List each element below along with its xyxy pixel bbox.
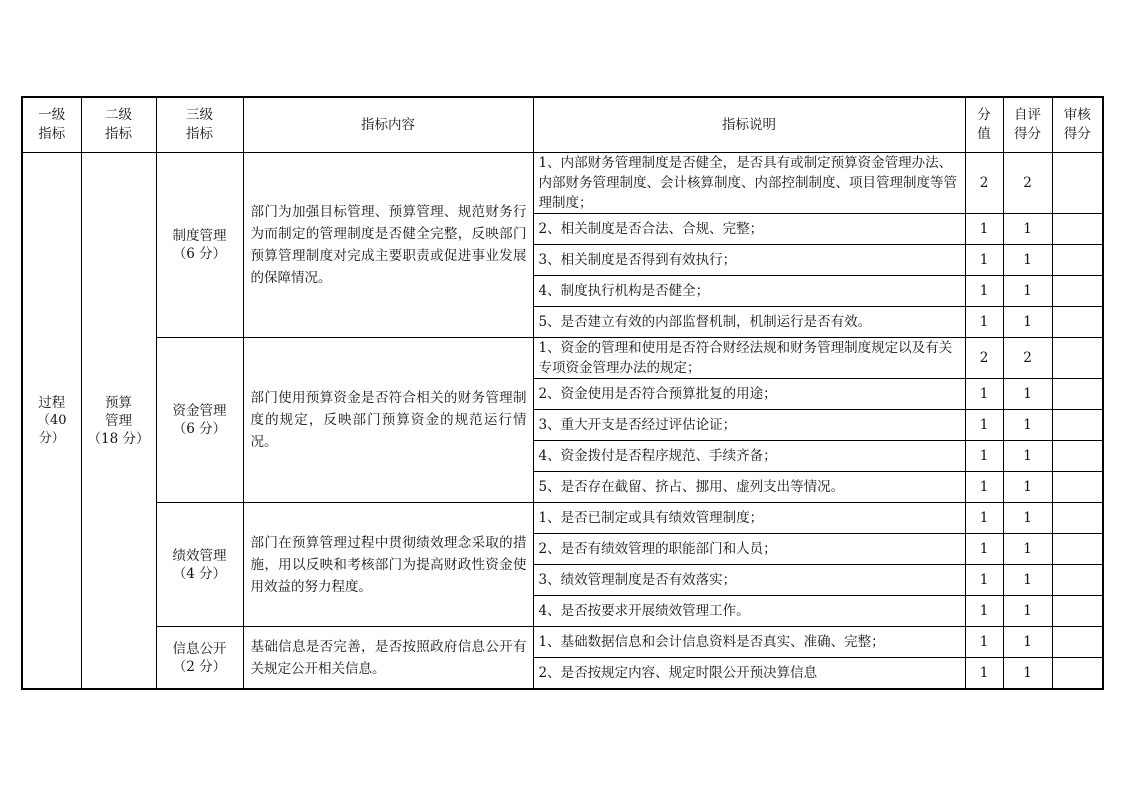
indicator-description: 2、是否按规定内容、规定时限公开预决算信息 xyxy=(533,658,965,690)
self-score-cell: 1 xyxy=(1003,627,1052,658)
audit-score-cell xyxy=(1052,245,1103,276)
audit-score-cell xyxy=(1052,379,1103,410)
audit-score-cell xyxy=(1052,534,1103,565)
level3-cell xyxy=(156,338,243,503)
self-score-cell: 1 xyxy=(1003,596,1052,627)
indicator-description: 5、是否建立有效的内部监督机制，机制运行是否有效。 xyxy=(533,307,965,338)
self-score-cell: 2 xyxy=(1003,153,1052,214)
self-score-cell: 1 xyxy=(1003,472,1052,503)
header-audit-score: 审核 得分 xyxy=(1052,97,1103,153)
header-level1: 一级 指标 xyxy=(22,97,81,153)
level1-name: 过程 xyxy=(38,394,66,411)
self-score-cell: 1 xyxy=(1003,276,1052,307)
level3-name: 制度管理 xyxy=(172,228,227,244)
evaluation-table xyxy=(21,96,1104,690)
score-cell: 1 xyxy=(965,472,1003,503)
score-cell: 2 xyxy=(965,338,1003,379)
indicator-description: 1、基础数据信息和会计信息资料是否真实、准确、完整； xyxy=(533,627,965,658)
score-cell: 1 xyxy=(965,534,1003,565)
score-cell: 1 xyxy=(965,276,1003,307)
self-score-cell: 1 xyxy=(1003,214,1052,245)
header-level3: 三级 指标 xyxy=(156,97,243,153)
level1-cell xyxy=(22,153,81,690)
indicator-content: 部门使用预算资金是否符合相关的财务管理制度的规定，反映部门预算资金的规范运行情况。 xyxy=(243,338,533,503)
level3-score: （6 分） xyxy=(172,246,227,262)
indicator-description: 1、内部财务管理制度是否健全，是否具有或制定预算资金管理办法、内部财务管理制度、会计核算制度、内部控制制度、项目管理制度等管理制度； xyxy=(533,153,965,214)
level2-name-b: 管理 xyxy=(105,412,132,429)
audit-score-cell xyxy=(1052,410,1103,441)
score-cell: 1 xyxy=(965,658,1003,690)
table-row xyxy=(22,503,1103,534)
indicator-description: 3、相关制度是否得到有效执行； xyxy=(533,245,965,276)
score-cell: 1 xyxy=(965,214,1003,245)
audit-score-cell xyxy=(1052,338,1103,379)
level2-score: （18 分） xyxy=(87,430,150,447)
self-score-cell: 1 xyxy=(1003,379,1052,410)
level3-cell xyxy=(156,627,243,690)
header-level2: 二级 指标 xyxy=(81,97,156,153)
level1-score-b: 分） xyxy=(38,430,65,446)
level3-score: （4 分） xyxy=(172,565,227,582)
self-score-cell: 1 xyxy=(1003,503,1052,534)
self-score-cell: 1 xyxy=(1003,410,1052,441)
audit-score-cell xyxy=(1052,627,1103,658)
indicator-description: 4、资金拨付是否程序规范、手续齐备； xyxy=(533,441,965,472)
indicator-description: 4、制度执行机构是否健全； xyxy=(533,276,965,307)
indicator-content: 部门在预算管理过程中贯彻绩效理念采取的措施，用以反映和考核部门为提高财政性资金使用效益的努力程度。 xyxy=(243,503,533,627)
header-score: 分 值 xyxy=(965,97,1003,153)
header-content: 指标内容 xyxy=(243,97,533,153)
self-score-cell: 1 xyxy=(1003,658,1052,690)
score-cell: 1 xyxy=(965,565,1003,596)
level3-score: （6 分） xyxy=(172,421,227,437)
score-cell: 1 xyxy=(965,379,1003,410)
header-row xyxy=(22,97,1103,153)
score-cell: 1 xyxy=(965,627,1003,658)
level3-name: 信息公开 xyxy=(172,640,227,657)
self-score-cell: 1 xyxy=(1003,307,1052,338)
indicator-description: 3、重大开支是否经过评估论证； xyxy=(533,410,965,441)
table-row xyxy=(22,627,1103,658)
self-score-cell: 1 xyxy=(1003,565,1052,596)
level3-cell xyxy=(156,153,243,338)
indicator-description: 5、是否存在截留、挤占、挪用、虚列支出等情况。 xyxy=(533,472,965,503)
level3-score: （2 分） xyxy=(172,658,227,675)
audit-score-cell xyxy=(1052,565,1103,596)
audit-score-cell xyxy=(1052,658,1103,690)
score-cell: 1 xyxy=(965,503,1003,534)
table-row xyxy=(22,338,1103,379)
score-cell: 1 xyxy=(965,245,1003,276)
score-cell: 1 xyxy=(965,307,1003,338)
level1-score-a: （40 xyxy=(36,412,67,428)
self-score-cell: 1 xyxy=(1003,534,1052,565)
audit-score-cell xyxy=(1052,596,1103,627)
score-cell: 1 xyxy=(965,596,1003,627)
self-score-cell: 1 xyxy=(1003,245,1052,276)
indicator-description: 2、是否有绩效管理的职能部门和人员； xyxy=(533,534,965,565)
indicator-description: 1、是否已制定或具有绩效管理制度； xyxy=(533,503,965,534)
score-cell: 1 xyxy=(965,441,1003,472)
audit-score-cell xyxy=(1052,153,1103,214)
audit-score-cell xyxy=(1052,472,1103,503)
score-cell: 1 xyxy=(965,410,1003,441)
indicator-description: 1、资金的管理和使用是否符合财经法规和财务管理制度规定以及有关专项资金管理办法的规定； xyxy=(533,338,965,379)
audit-score-cell xyxy=(1052,503,1103,534)
indicator-description: 3、绩效管理制度是否有效落实； xyxy=(533,565,965,596)
self-score-cell: 2 xyxy=(1003,338,1052,379)
level3-name: 绩效管理 xyxy=(172,547,227,564)
audit-score-cell xyxy=(1052,307,1103,338)
level3-name: 资金管理 xyxy=(172,403,227,419)
audit-score-cell xyxy=(1052,214,1103,245)
level2-cell xyxy=(81,153,156,690)
header-self-score: 自评 得分 xyxy=(1003,97,1052,153)
level2-name-a: 预算 xyxy=(105,394,132,411)
indicator-description: 4、是否按要求开展绩效管理工作。 xyxy=(533,596,965,627)
score-cell: 2 xyxy=(965,153,1003,214)
self-score-cell: 1 xyxy=(1003,441,1052,472)
indicator-description: 2、资金使用是否符合预算批复的用途； xyxy=(533,379,965,410)
audit-score-cell xyxy=(1052,441,1103,472)
indicator-content: 基础信息是否完善，是否按照政府信息公开有关规定公开相关信息。 xyxy=(243,627,533,690)
indicator-content: 部门为加强目标管理、预算管理、规范财务行为而制定的管理制度是否健全完整，反映部门预算管理制度对完成主要职责或促进事业发展的保障情况。 xyxy=(243,153,533,338)
audit-score-cell xyxy=(1052,276,1103,307)
level3-cell xyxy=(156,503,243,627)
indicator-description: 2、相关制度是否合法、合规、完整； xyxy=(533,214,965,245)
table-row xyxy=(22,153,1103,214)
header-description: 指标说明 xyxy=(533,97,965,153)
